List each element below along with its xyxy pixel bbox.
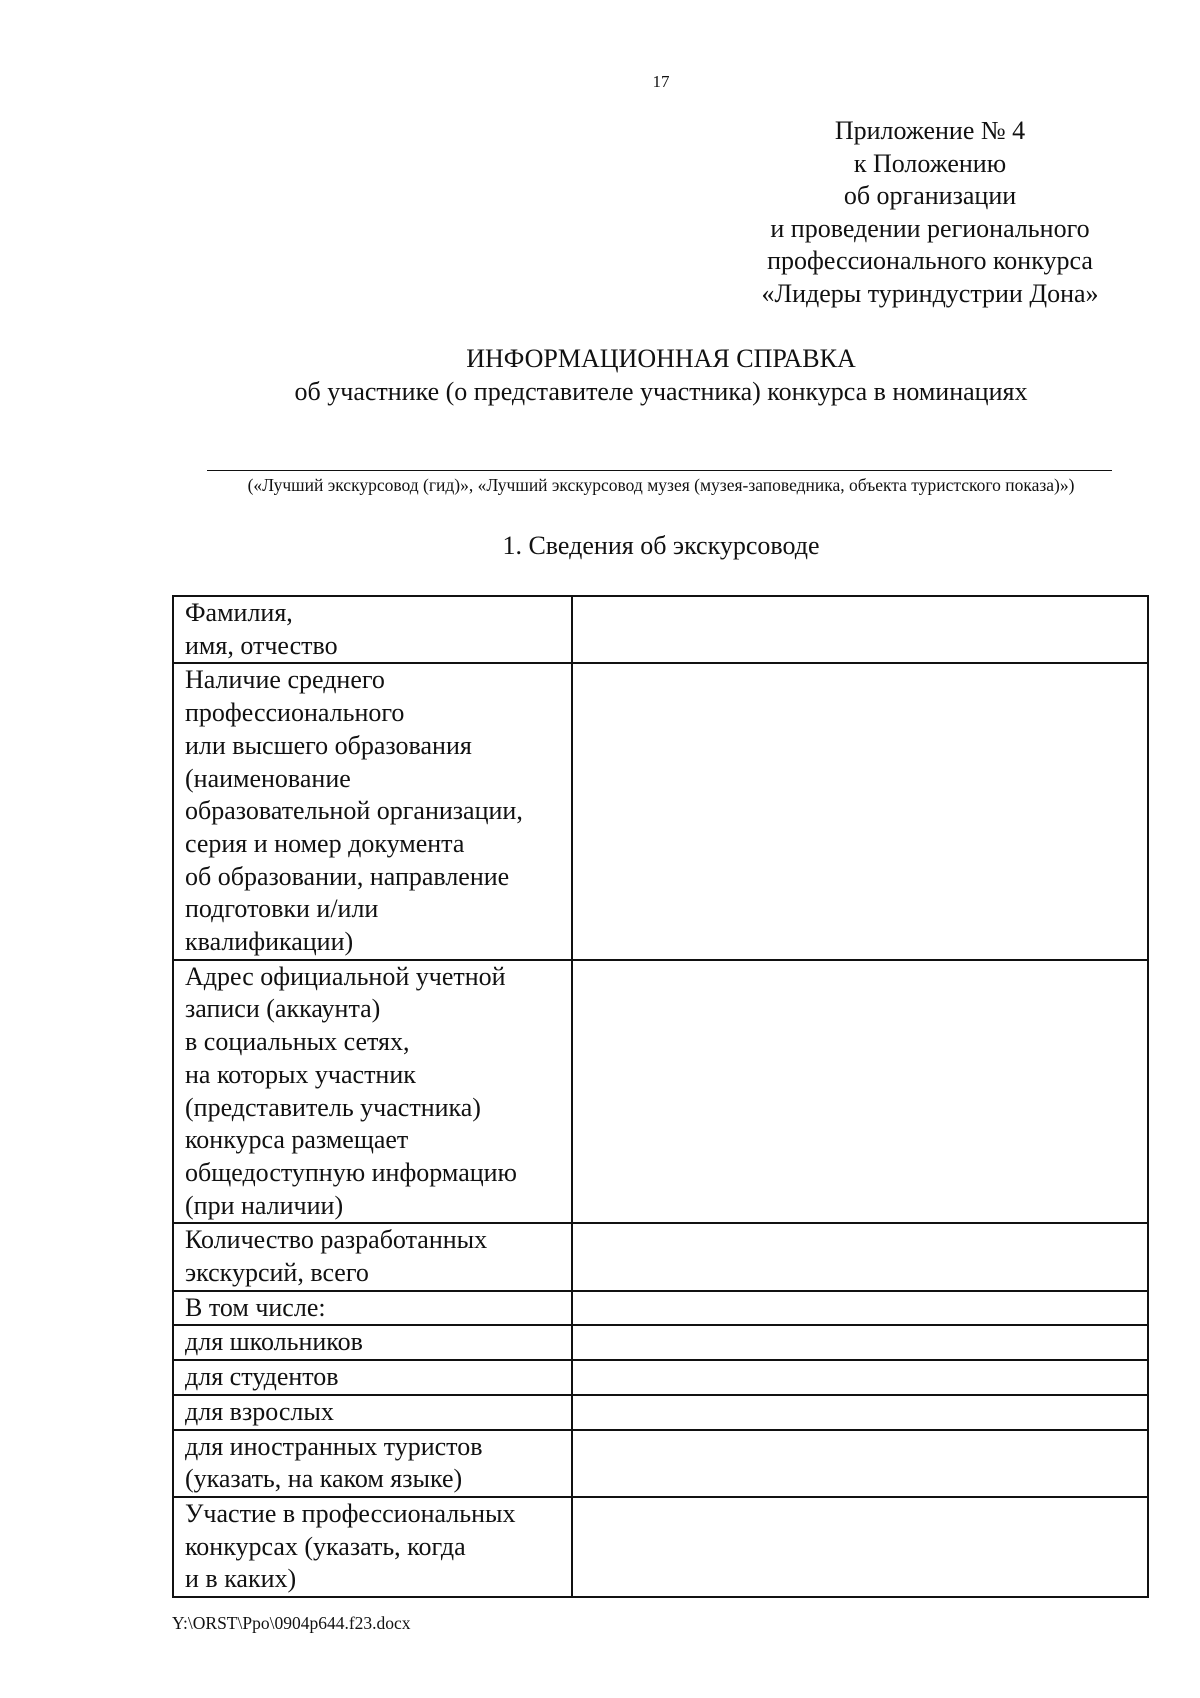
fill-in-line [207, 470, 1112, 471]
table-row [173, 596, 1148, 663]
table-row [173, 1360, 1148, 1395]
table-row [173, 1497, 1148, 1597]
annex-header [740, 115, 1120, 310]
row-value-cell[interactable] [572, 1325, 1148, 1360]
row-label: В том числе: [185, 1292, 326, 1322]
row-value-cell[interactable] [572, 663, 1148, 959]
section-heading: 1. Сведения об экскурсоводе [502, 531, 820, 560]
row-value-cell[interactable] [572, 1223, 1148, 1290]
annex-line: «Лидеры туриндустрии Дона» [761, 278, 1099, 308]
page-number: 17 [652, 72, 670, 91]
nominations-note: («Лучший экскурсовод (гид)», «Лучший экскурсовод музея (музея-заповедника, объекта туристского показа)») [247, 475, 1075, 495]
row-label-cell [173, 1497, 572, 1597]
document-subtitle: об участнике (о представителе участника) конкурса в номинациях [294, 377, 1028, 406]
annex-line: и проведении регионального [770, 213, 1090, 243]
table-row [173, 1223, 1148, 1290]
table-row [173, 1395, 1148, 1430]
table-row [173, 1430, 1148, 1497]
row-label-cell [173, 1325, 572, 1360]
row-label-cell [173, 960, 572, 1224]
footer-file-path: Y:\ORST\Ppo\0904p644.f23.docx [172, 1613, 411, 1633]
row-value-cell[interactable] [572, 1291, 1148, 1326]
row-label-cell [173, 1360, 572, 1395]
row-value-cell[interactable] [572, 1395, 1148, 1430]
row-value-cell[interactable] [572, 1360, 1148, 1395]
table-row [173, 1291, 1148, 1326]
row-label-cell [173, 1395, 572, 1430]
info-table [172, 595, 1149, 1598]
row-label: Фамилия, имя, отчество [185, 598, 338, 660]
row-label: Участие в профессиональных конкурсах (указать, когда и в каких) [185, 1498, 516, 1594]
row-label-cell [173, 1291, 572, 1326]
row-label: для иностранных туристов (указать, на каком языке) [185, 1431, 483, 1494]
table-row [173, 960, 1148, 1224]
row-label-cell [173, 663, 572, 959]
row-label-cell [173, 596, 572, 663]
row-label-cell [173, 1223, 572, 1290]
annex-line: об организации [843, 181, 1017, 210]
row-label: Адрес официальной учетной записи (аккаунта) в социальных сетях, на которых участник (представитель участника) конкурса размещает общедоступную информацию (при наличии) [185, 961, 517, 1220]
table-row [173, 1325, 1148, 1360]
row-value-cell[interactable] [572, 1497, 1148, 1597]
row-label: для школьников [185, 1327, 363, 1357]
row-label: Наличие среднего профессионального или высшего образования (наименование образовательной организации, серия и номер документа об образовании, направление подготовки и/или квалификации) [185, 665, 523, 957]
row-label: для студентов [185, 1362, 339, 1392]
row-value-cell[interactable] [572, 1430, 1148, 1497]
row-value-cell[interactable] [572, 596, 1148, 663]
annex-line: Приложение № 4 [834, 116, 1026, 145]
row-value-cell[interactable] [572, 960, 1148, 1224]
row-label: для взрослых [185, 1396, 334, 1426]
row-label: Количество разработанных экскурсий, всего [185, 1225, 488, 1288]
row-label-cell [173, 1430, 572, 1497]
annex-line: профессионального конкурса [767, 246, 1093, 275]
document-title: ИНФОРМАЦИОННАЯ СПРАВКА [466, 344, 856, 373]
table-row [173, 663, 1148, 959]
annex-line: к Положению [853, 148, 1007, 178]
